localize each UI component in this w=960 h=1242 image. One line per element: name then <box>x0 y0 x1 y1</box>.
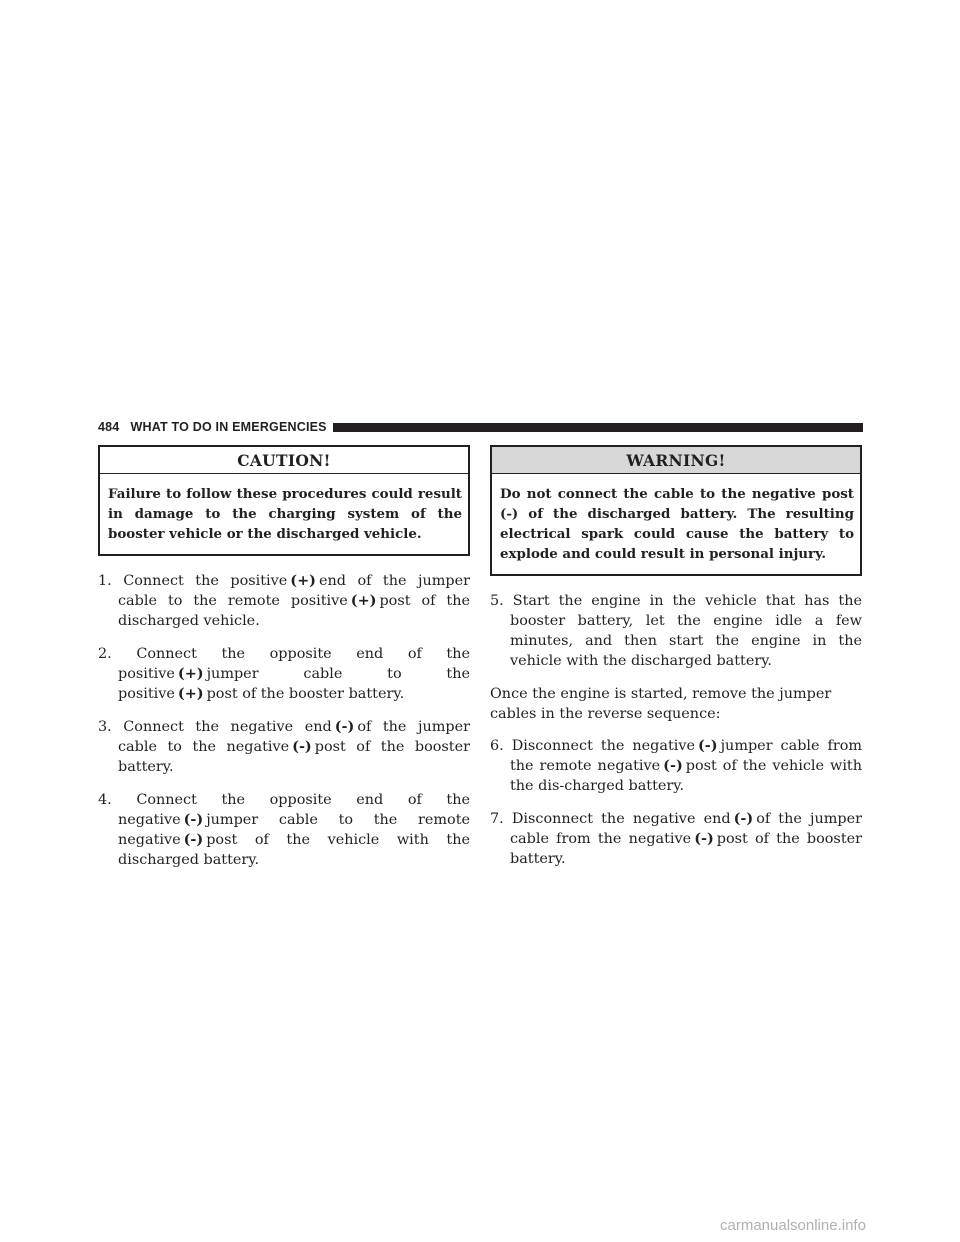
negative-symbol: (-) <box>733 810 754 827</box>
page-header-text <box>98 420 333 434</box>
negative-symbol: (-) <box>663 757 683 774</box>
warning-box <box>490 445 862 576</box>
negative-symbol: (-) <box>292 738 312 755</box>
section-title: WHAT TO DO IN EMERGENCIES <box>130 420 327 434</box>
step-2: 2. Connect the opposite end of the positive (+) jumper cable to the positive (+) post of the booster battery. <box>98 646 470 702</box>
step-4: 4. Connect the opposite end of the negative (-) jumper cable to the remote negative (-) post of the vehicle with the discharged battery. <box>98 792 470 868</box>
page-number: 484 <box>98 420 120 434</box>
page-header <box>98 418 863 436</box>
step-1: 1. Connect the positive (+) end of the jumper cable to the remote positive (+) post of the discharged vehicle. <box>98 572 470 629</box>
left-column <box>98 445 470 883</box>
negative-symbol: (-) <box>698 737 718 754</box>
negative-symbol: (-) <box>694 830 714 847</box>
warning-text: Do not connect the cable to the negative post (-) of the discharged battery. The resulting electrical spark could cause the battery to explode and could result in personal injury. <box>500 486 854 562</box>
header-rule <box>333 423 863 432</box>
caution-box <box>98 445 470 556</box>
step-5: 5. Start the engine in the vehicle that has the booster battery, let the engine idle a few minutes, and then start the engine in the vehicle with the discharged battery. <box>490 593 862 669</box>
caution-text: Failure to follow these procedures could result in damage to the charging system of the booster vehicle or the discharged vehicle. <box>108 486 462 542</box>
positive-symbol: (+) <box>290 572 316 589</box>
positive-symbol: (+) <box>350 592 377 609</box>
step-3: 3. Connect the negative end (-) of the jumper cable to the negative (-) post of the booster battery. <box>98 718 470 775</box>
positive-symbol: (+) <box>177 665 204 682</box>
site-watermark: carmanualsonline.info <box>720 1217 866 1234</box>
positive-symbol: (+) <box>177 685 204 702</box>
warning-title: WARNING! <box>492 447 860 474</box>
step-7: 7. Disconnect the negative end (-) of the jumper cable from the negative (-) post of the booster battery. <box>490 810 862 867</box>
removal-intro: Once the engine is started, remove the jumper cables in the reverse sequence: <box>490 686 832 722</box>
negative-symbol: (-) <box>183 811 204 828</box>
negative-symbol: (-) <box>183 831 204 848</box>
step-6: 6. Disconnect the negative (-) jumper cable from the remote negative (-) post of the vehicle with the dis-charged battery. <box>490 737 863 794</box>
negative-symbol: (-) <box>334 718 355 735</box>
caution-title: CAUTION! <box>100 447 468 474</box>
right-column <box>490 445 862 882</box>
